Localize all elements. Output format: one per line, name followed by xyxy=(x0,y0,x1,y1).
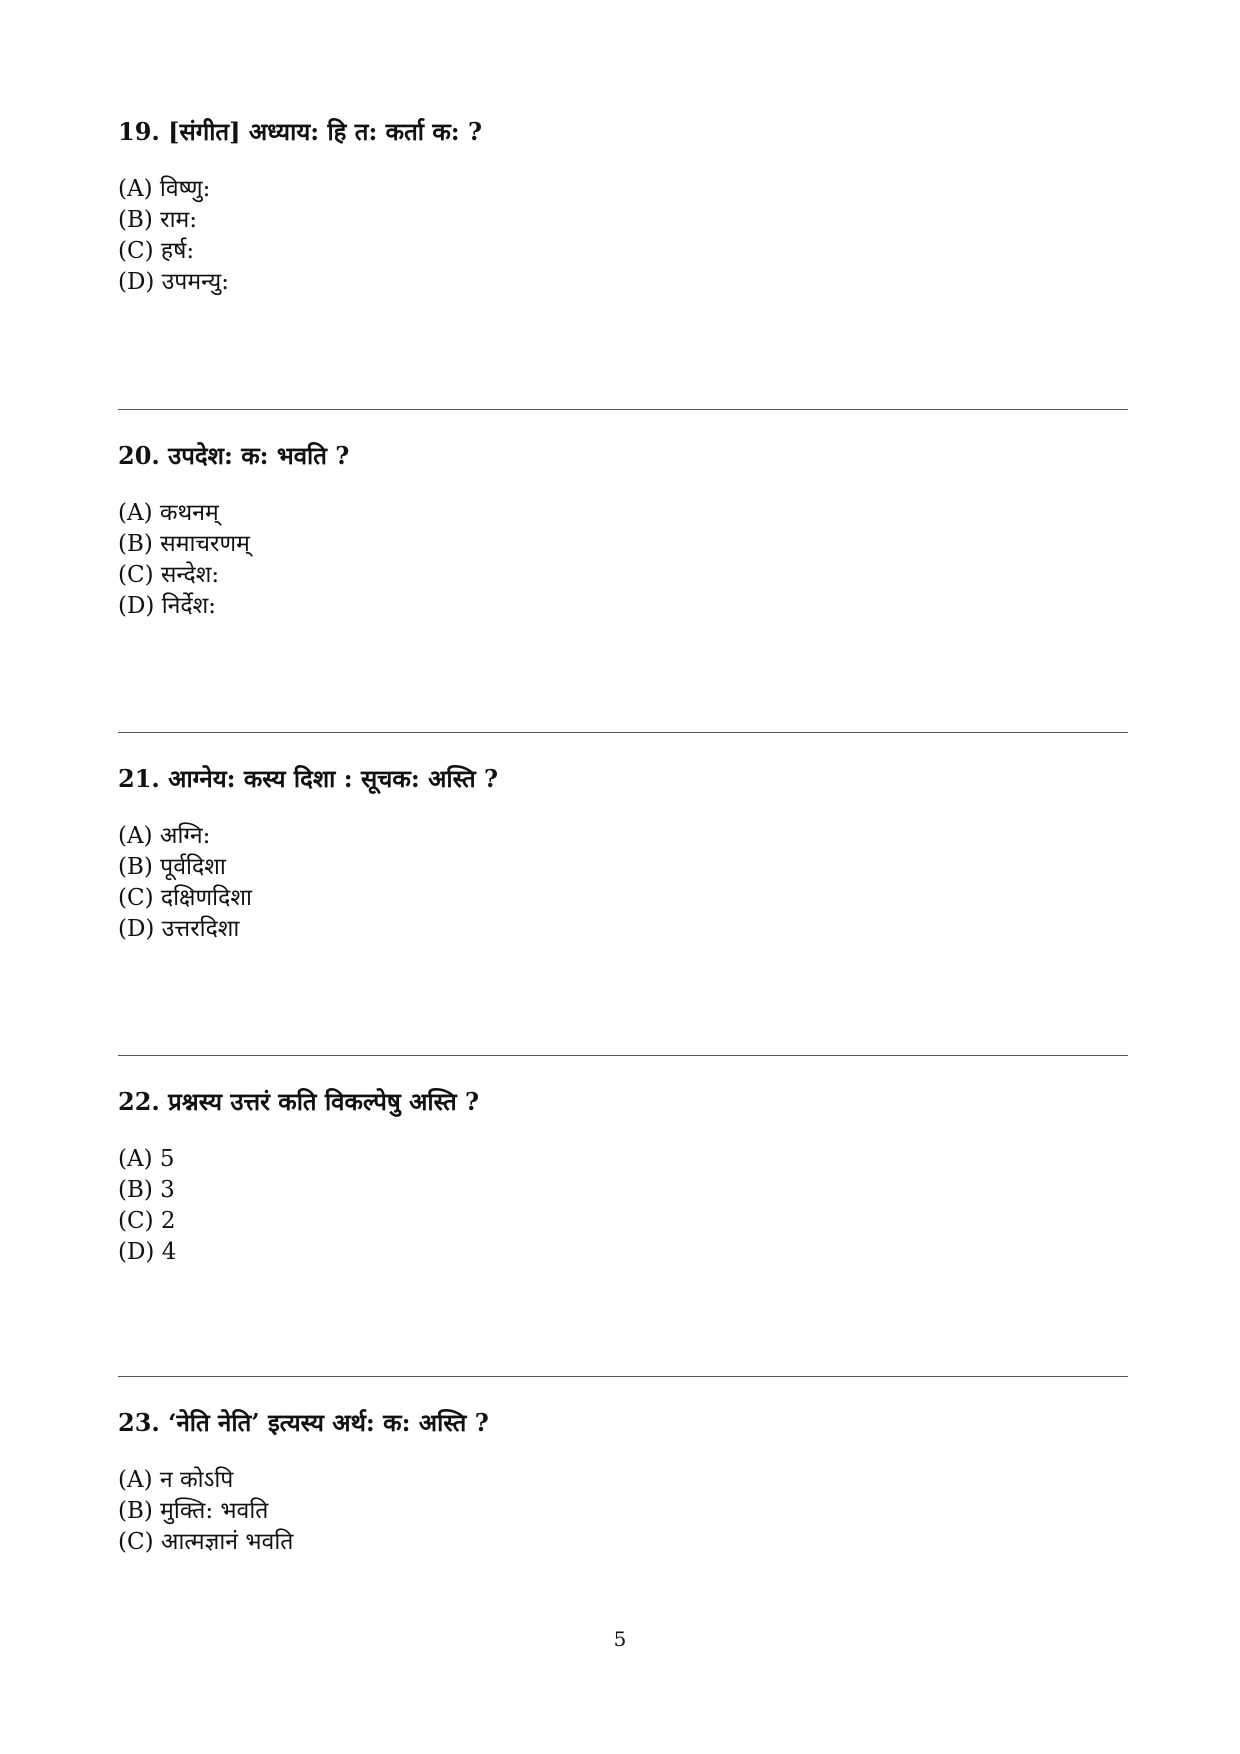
option-text: न कोऽपि xyxy=(159,1467,234,1493)
option-label: (A) xyxy=(118,823,153,849)
question-body: आग्नेय: कस्य दिशा : सूचक: अस्ति ? xyxy=(168,764,499,793)
question-body: ‘नेति नेति’ इत्यस्य अर्थ: क: अस्ति ? xyxy=(168,1408,489,1437)
option-a xyxy=(118,1465,1128,1496)
option-text: कथनम् xyxy=(159,500,219,526)
question-text xyxy=(118,1086,1128,1118)
option-text: अग्नि: xyxy=(159,823,211,849)
question-22 xyxy=(118,1086,1128,1268)
question-body: [संगीत] अध्याय: हि त: कर्ता क: ? xyxy=(168,117,483,146)
option-label: (C) xyxy=(118,238,154,264)
question-divider xyxy=(118,732,1128,733)
option-text: 3 xyxy=(160,1177,175,1203)
option-d xyxy=(118,267,1128,298)
question-divider xyxy=(118,1376,1128,1377)
option-a xyxy=(118,174,1128,205)
option-label: (C) xyxy=(118,562,154,588)
option-text: निर्देश: xyxy=(161,593,217,619)
option-label: (B) xyxy=(118,854,153,880)
option-label: (C) xyxy=(118,1208,154,1234)
option-c xyxy=(118,1527,1128,1558)
option-a xyxy=(118,1144,1128,1175)
option-label: (B) xyxy=(118,1177,153,1203)
option-text: सन्देश: xyxy=(160,562,220,588)
option-b xyxy=(118,1496,1128,1527)
option-label: (D) xyxy=(118,916,155,942)
option-text: 5 xyxy=(159,1146,175,1172)
question-text xyxy=(118,116,1128,148)
question-21 xyxy=(118,763,1128,945)
option-c xyxy=(118,236,1128,267)
question-text xyxy=(118,1407,1128,1439)
option-d xyxy=(118,591,1128,622)
option-c xyxy=(118,883,1128,914)
option-label: (D) xyxy=(118,269,155,295)
option-text: विष्णु: xyxy=(159,176,211,202)
option-d xyxy=(118,1237,1128,1268)
option-b xyxy=(118,1175,1128,1206)
option-d xyxy=(118,914,1128,945)
option-label: (B) xyxy=(118,1498,153,1524)
option-label: (D) xyxy=(118,593,155,619)
option-text: मुक्ति: भवति xyxy=(160,1498,269,1524)
option-label: (D) xyxy=(118,1239,155,1265)
question-23 xyxy=(118,1407,1128,1558)
question-text xyxy=(118,440,1128,472)
option-text: आत्मज्ञानं भवति xyxy=(160,1529,294,1555)
question-body: प्रश्नस्य उत्तरं कति विकल्पेषु अस्ति ? xyxy=(168,1087,480,1116)
option-a xyxy=(118,821,1128,852)
option-label: (A) xyxy=(118,1467,153,1493)
option-text: समाचरणम् xyxy=(160,531,250,557)
option-text: पूर्वदिशा xyxy=(160,854,226,880)
question-text xyxy=(118,763,1128,795)
question-divider xyxy=(118,409,1128,410)
option-text: उत्तरदिशा xyxy=(161,916,240,942)
question-number: 19. xyxy=(118,117,160,146)
option-label: (A) xyxy=(118,500,153,526)
question-body: उपदेश: क: भवति ? xyxy=(168,441,350,470)
option-text: दक्षिणदिशा xyxy=(160,885,252,911)
option-text: राम: xyxy=(160,207,198,233)
option-b xyxy=(118,205,1128,236)
option-label: (A) xyxy=(118,176,153,202)
question-number: 22. xyxy=(118,1087,160,1116)
option-label: (B) xyxy=(118,531,153,557)
option-text: हर्ष: xyxy=(160,238,195,264)
option-c xyxy=(118,1206,1128,1237)
option-label: (B) xyxy=(118,207,153,233)
option-label: (C) xyxy=(118,1529,154,1555)
option-text: उपमन्यु: xyxy=(161,269,229,295)
option-b xyxy=(118,852,1128,883)
question-divider xyxy=(118,1055,1128,1056)
question-number: 21. xyxy=(118,764,160,793)
option-b xyxy=(118,529,1128,560)
option-text: 4 xyxy=(161,1239,177,1265)
question-number: 20. xyxy=(118,441,160,470)
question-20 xyxy=(118,440,1128,622)
option-c xyxy=(118,560,1128,591)
option-label: (C) xyxy=(118,885,154,911)
question-number: 23. xyxy=(118,1408,160,1437)
page-number: 5 xyxy=(613,1627,627,1651)
question-19 xyxy=(118,116,1128,298)
option-text: 2 xyxy=(160,1208,176,1234)
option-label: (A) xyxy=(118,1146,153,1172)
option-a xyxy=(118,498,1128,529)
